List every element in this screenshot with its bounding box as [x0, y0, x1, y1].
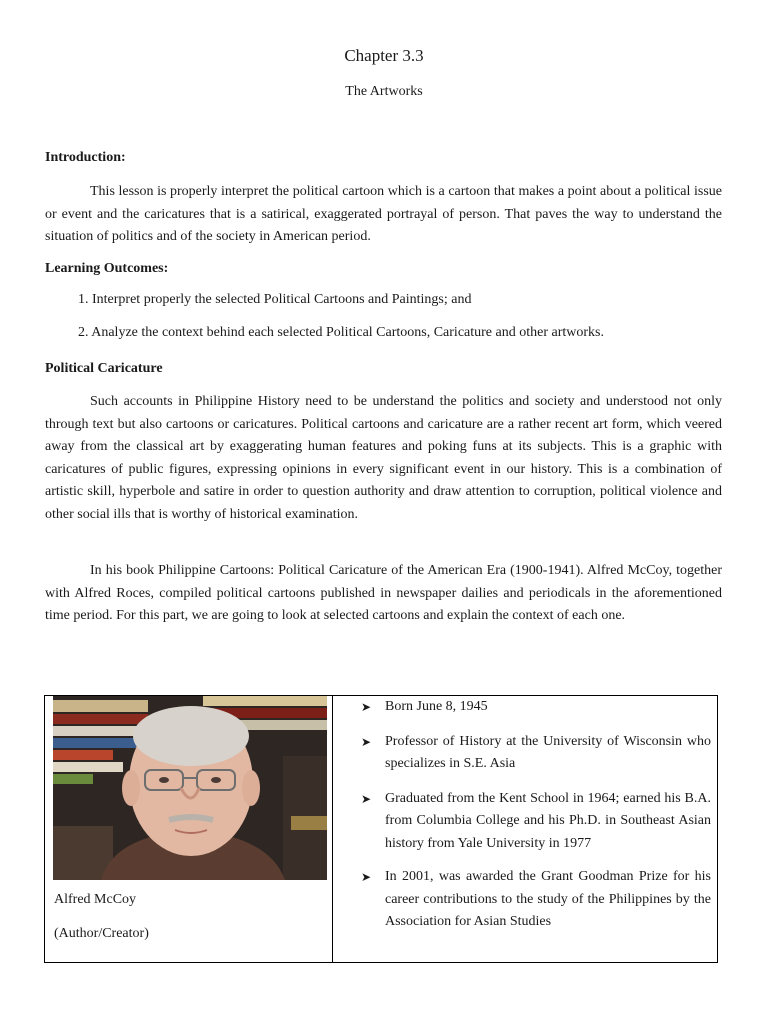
list-item — [343, 731, 711, 776]
arrow-bullet-icon: ➤ — [361, 791, 372, 806]
outcomes-heading — [45, 258, 722, 281]
list-item — [343, 866, 711, 934]
caricature-paragraph-2 — [45, 560, 722, 628]
arrow-bullet-icon: ➤ — [361, 700, 372, 714]
profile-facts-list — [343, 696, 711, 934]
section-heading: Learning Outcomes: — [45, 261, 169, 276]
profile-role: (Author/Creator) — [54, 926, 149, 941]
caricature-paragraph-1 — [45, 391, 722, 526]
table-divider — [332, 696, 333, 962]
paragraph-text: In his book Philippine Cartoons: Political Caricature of the American Era (1900-1941). Alfred McCoy, together with Alfred Roces, compiled political cartoons published in newspaper dailies and periodicals in the aforementioned time period. For this part, we are going to look at selected cartoons and explain the context of each one. — [45, 563, 722, 623]
fact-text: Born June 8, 1945 — [385, 699, 488, 714]
section-heading: Political Caricature — [45, 361, 163, 376]
outcome-item-2: 2. Analyze the context behind each selected Political Cartoons, Caricature and other artworks. — [78, 325, 604, 340]
fact-text: Graduated from the Kent School in 1964; earned his B.A. from Columbia College and his Ph.D. in Southeast Asian history from Yale University in 1977 — [385, 790, 711, 851]
arrow-bullet-icon: ➤ — [361, 870, 372, 884]
chapter-title: Chapter 3.3 — [344, 46, 424, 65]
portrait-photo-icon — [53, 696, 327, 880]
section-heading: Introduction: — [45, 150, 126, 165]
introduction-text: This lesson is properly interpret the political cartoon which is a cartoon that makes a point about a political issue or event and the caricatures that is a satirical, exaggerated portrayal of person. That paves the way to understand the situation of politics and of the society in American period. — [45, 184, 722, 244]
outcome-item-1: 1. Interpret properly the selected Political Cartoons and Paintings; and — [78, 292, 472, 307]
list-item — [343, 696, 711, 719]
profile-table — [44, 695, 718, 963]
list-item — [343, 788, 711, 856]
profile-name: Alfred McCoy — [54, 892, 137, 907]
fact-text: In 2001, was awarded the Grant Goodman Prize for his career contributions to the study of the Philippines by the Association for Asian Studies — [385, 869, 711, 929]
caricature-heading — [45, 358, 722, 381]
paragraph-text: Such accounts in Philippine History need to be understand the politics and society and understood not only through text but also cartoons or caricatures. Political cartoons and caricature are a rather recent art form, which veered away from the classical art by exaggerating human features and poking funs at its subjects. This is a graphic with caricatures of public figures, expressing opinions in every significant event in our history. This is a combination of artistic skill, hyperbole and satire in order to question authority and draw attention to corruption, political violence and other social ills that is worthy of historical examination. — [45, 394, 722, 522]
fact-text: Professor of History at the University of Wisconsin who specializes in S.E. Asia — [385, 733, 711, 771]
introduction-section — [45, 181, 722, 249]
arrow-bullet-icon: ➤ — [361, 734, 372, 749]
chapter-subtitle: The Artworks — [345, 84, 423, 99]
introduction-heading — [45, 147, 722, 170]
